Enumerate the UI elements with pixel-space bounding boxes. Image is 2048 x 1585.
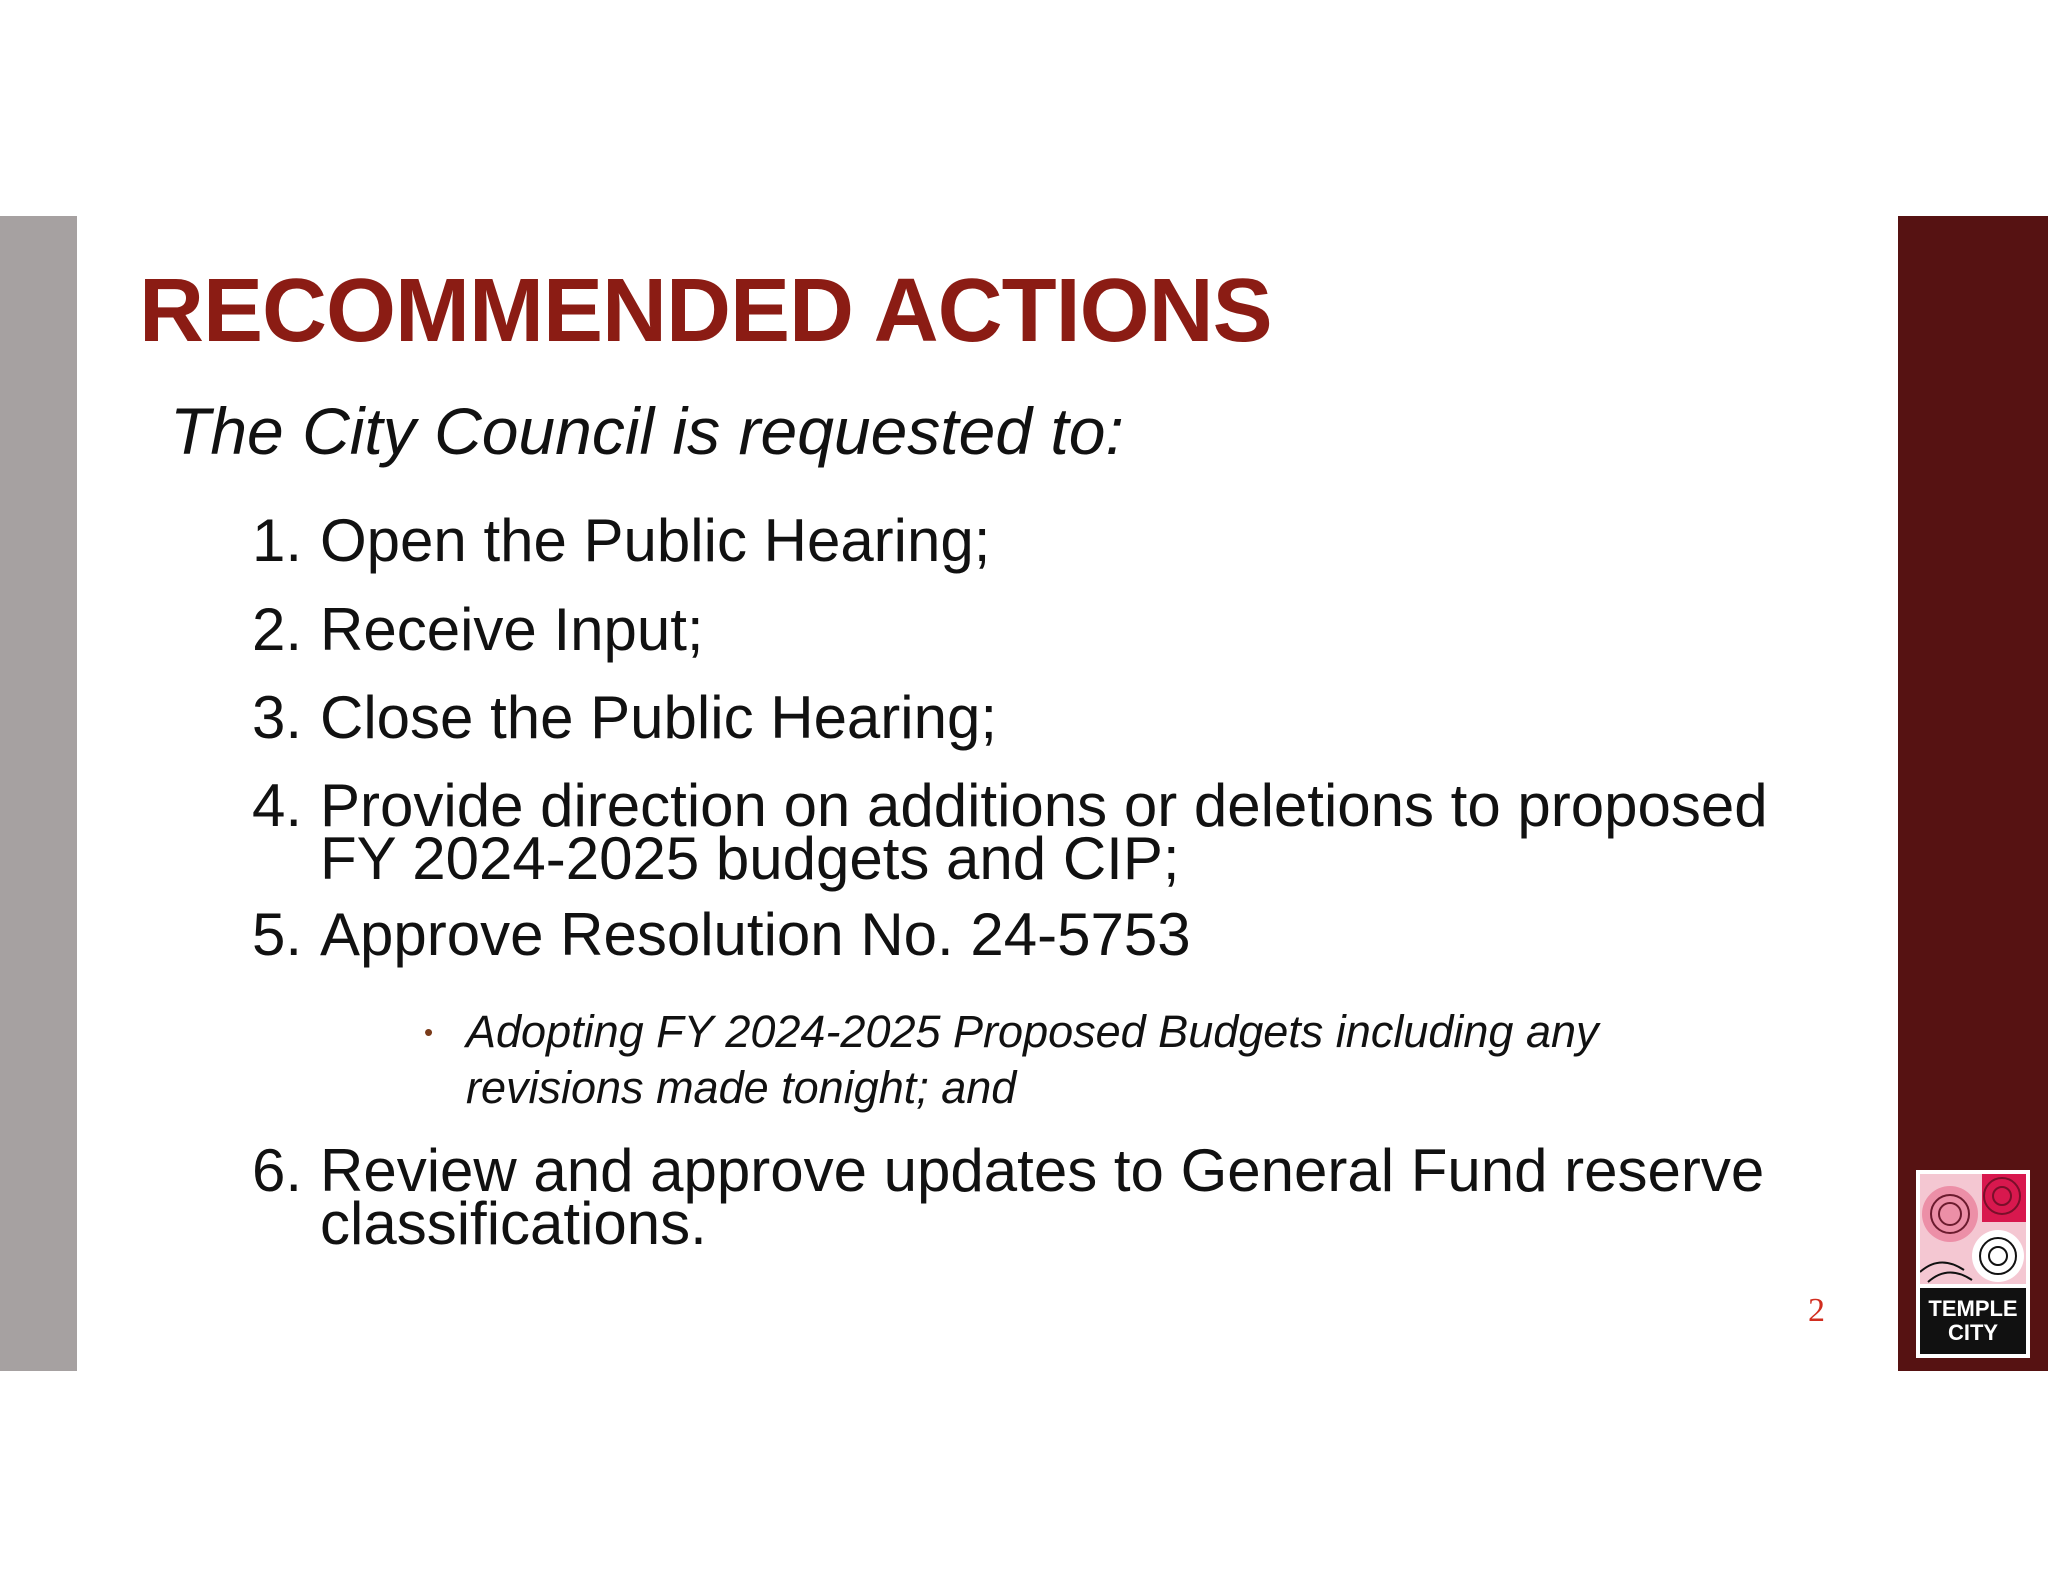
action-item-4 (252, 772, 1812, 892)
logo-wordmark (1920, 1288, 2026, 1354)
action-sub-item-text: Adopting FY 2024-2025 Proposed Budgets including any revisions made tonight; and (466, 1006, 1599, 1113)
action-item-6 (252, 1137, 1812, 1257)
action-item-number: 4. (252, 772, 303, 839)
action-item-1 (252, 507, 1812, 574)
action-item-5 (252, 901, 1812, 968)
camellia-flower-icon (1920, 1174, 2026, 1284)
logo-line-1: TEMPLE (1928, 1296, 2018, 1321)
action-item-3 (252, 684, 1812, 751)
action-item-number: 2. (252, 596, 303, 663)
action-item-text: Review and approve updates to General Fund reserve classifications. (320, 1137, 1765, 1257)
slide (0, 216, 2048, 1371)
action-item-2 (252, 596, 1812, 663)
slide-subtitle: The City Council is requested to: (170, 394, 1124, 468)
temple-city-logo (1916, 1170, 2030, 1358)
action-item-number: 5. (252, 901, 303, 968)
logo-line-2: CITY (1947, 1320, 1999, 1345)
action-item-number: 1. (252, 507, 303, 574)
action-item-text: Approve Resolution No. 24-5753 (320, 901, 1191, 968)
action-item-text: Close the Public Hearing; (320, 684, 998, 751)
action-sub-item (424, 1004, 1664, 1116)
action-item-text: Open the Public Hearing; (320, 507, 991, 574)
page-number: 2 (1808, 1292, 1825, 1329)
action-item-text: Provide direction on additions or deletions to proposed FY 2024-2025 budgets and CIP; (320, 772, 1768, 892)
action-item-text: Receive Input; (320, 596, 704, 663)
bullet-icon: • (424, 1017, 434, 1047)
left-accent-bar (0, 216, 77, 1371)
action-item-number: 3. (252, 684, 303, 751)
slide-title: RECOMMENDED ACTIONS (139, 261, 1272, 361)
action-item-number: 6. (252, 1137, 303, 1204)
